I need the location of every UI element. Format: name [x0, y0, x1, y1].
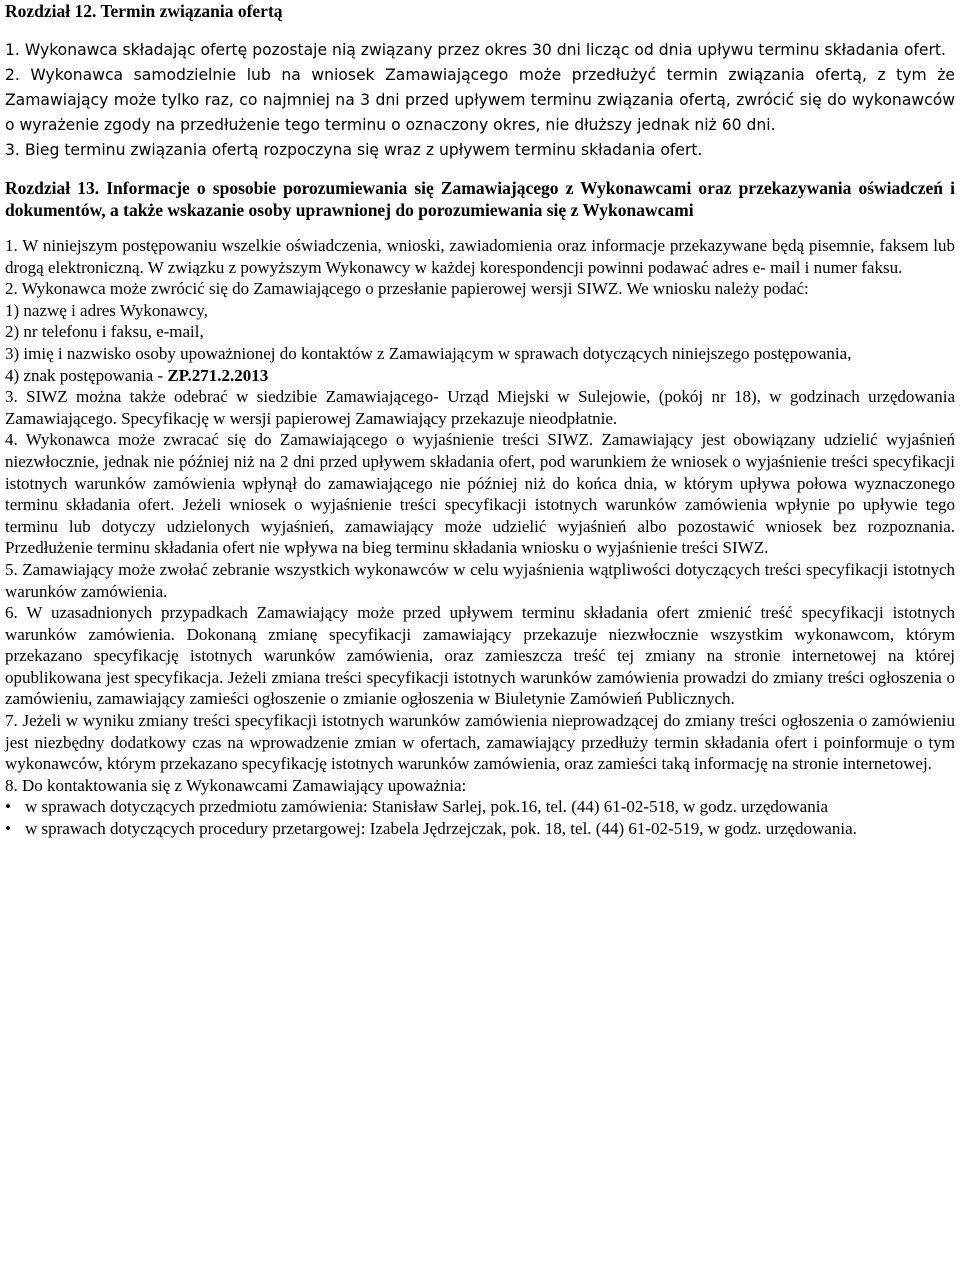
contact-bullet-2-text: w sprawach dotyczących procedury przetargowej: Izabela Jędrzejczak, pok. 18, tel. (44) 61-02-519, w godz. urzędowania.: [25, 819, 857, 839]
section-12-body: [5, 38, 955, 163]
contact-bullet-2: [5, 818, 955, 840]
section-12-title: Rozdział 12. Termin związania ofertą: [5, 1, 283, 21]
section-13-list-item-4: [5, 365, 955, 387]
section-13-para-1: 1. W niniejszym postępowaniu wszelkie oświadczenia, wnioski, zawiadomienia oraz informacje przekazywane będą pisemnie, faksem lub drogą elektroniczną. W związku z powyższym Wykonawcy w każdej korespondencji powinni podawać adres e- mail i numer faksu.: [5, 236, 955, 277]
section-13-para-3: 3. SIWZ można także odebrać w siedzibie Zamawiającego- Urząd Miejski w Sulejowie, (pokój nr 18), w godzinach urzędowania Zamawiającego. Specyfikację w wersji papierowej Zamawiający przekazuje nieodpłatnie.: [5, 387, 955, 428]
section-13-title: Rozdział 13. Informacje o sposobie porozumiewania się Zamawiającego z Wykonawcami oraz przekazywania oświadczeń i dokumentów, a także wskazanie osoby uprawnionej do porozumiewania się z Wykonawcami: [5, 178, 955, 220]
section-13-para-6: 6. W uzasadnionych przypadkach Zamawiający może przed upływem terminu składania ofert zmienić treść specyfikacji istotnych warunków zamówienia. Dokonaną zmianę specyfikacji zamawiający przekazuje niezwłocznie wszystkim wykonawcom, którym przekazano specyfikację istotnych warunków zamówienia, oraz zamieszcza treść tej zmiany na stronie internetowej na której opublikowana jest specyfikacja. Jeżeli zmiana treści specyfikacji istotnych warunków zamówienia prowadzi do zmiany treści ogłoszenia o zamówieniu, zamawiający zamieści ogłoszenie o zmianie ogłoszenia w Biuletynie Zamówień Publicznych.: [5, 603, 955, 709]
section-13-para-8: 8. Do kontaktowania się z Wykonawcami Zamawiający upoważnia:: [5, 775, 467, 795]
bullet-icon: •: [5, 819, 11, 839]
contact-bullet-1-text: w sprawach dotyczących przedmiotu zamówienia: Stanisław Sarlej, pok.16, tel. (44) 61-02-518, w godz. urzędowania: [25, 797, 829, 817]
section-13-para-2: 2. Wykonawca może zwrócić się do Zamawiającego o przesłanie papierowej wersji SIWZ. We wniosku należy podać:: [5, 279, 809, 299]
section-13-para-5: 5. Zamawiający może zwołać zebranie wszystkich wykonawców w celu wyjaśnienia wątpliwości dotyczących treści specyfikacji istotnych warunków zamówienia.: [5, 559, 955, 601]
section-12-item-1: 1. Wykonawca składając ofertę pozostaje nią związany przez okres 30 dni licząc od dnia upływu terminu składania ofert.: [5, 41, 946, 59]
section-13-list-item-3: 3) imię i nazwisko osoby upoważnionej do kontaktów z Zamawiającym w sprawach dotyczących niniejszego postępowania,: [5, 343, 852, 363]
procedure-code: ZP.271.2.2013: [167, 365, 269, 385]
document-page: [5, 0, 955, 840]
section-13-para-4: 4. Wykonawca może zwracać się do Zamawiającego o wyjaśnienie treści SIWZ. Zamawiający jest obowiązany udzielić wyjaśnień niezwłocznie, jednak nie później niż na 2 dni przed upływem składania ofert, pod warunkiem że wniosek o wyjaśnienie treści specyfikacji istotnych warunków zamówienia wpłynął do zamawiającego nie później niż do końca dnia, w którym upływa połowa wyznaczonego terminu składania ofert. Jeżeli wniosek o wyjaśnienie treści specyfikacji istotnych warunków zamówienia wpłynie po upływie tego terminu lub dotyczy udzielonych wyjaśnień, zamawiający może udzielić wyjaśnień albo pozostawić wniosek bez rozpoznania. Przedłużenie terminu składania ofert nie wpływa na bieg terminu składania wniosku o wyjaśnienie treści SIWZ.: [5, 430, 955, 558]
section-13-body: [5, 235, 955, 840]
list-item-4-prefix: 4) znak postępowania -: [5, 365, 168, 385]
section-12-item-2: 2. Wykonawca samodzielnie lub na wniosek Zamawiającego może przedłużyć termin związania ofertą, z tym że Zamawiający może tylko raz, co najmniej na 3 dni przed upływem terminu związania ofertą, zwrócić się do wykonawców o wyrażenie zgody na przedłużenie tego terminu o oznaczony okres, nie dłuższy jednak niż 60 dni.: [5, 66, 955, 134]
section-13-list-item-2: 2) nr telefonu i faksu, e-mail,: [5, 322, 204, 342]
section-13-para-7: 7. Jeżeli w wyniku zmiany treści specyfikacji istotnych warunków zamówienia nieprowadzącej do zmiany treści ogłoszenia o zamówieniu jest niezbędny dodatkowy czas na wprowadzenie zmian w ofertach, zamawiający przedłuży termin składania ofert i poinformuje o tym wykonawców, którym przekazano specyfikację istotnych warunków zamówienia, oraz zamieści taką informację na stronie internetowej.: [5, 711, 955, 774]
section-12-item-3: 3. Bieg terminu związania ofertą rozpoczyna się wraz z upływem terminu składania ofert.: [5, 141, 703, 159]
contact-bullet-1: [5, 796, 955, 818]
section-13-list-item-1: 1) nazwę i adres Wykonawcy,: [5, 300, 208, 320]
bullet-icon: •: [5, 797, 11, 817]
